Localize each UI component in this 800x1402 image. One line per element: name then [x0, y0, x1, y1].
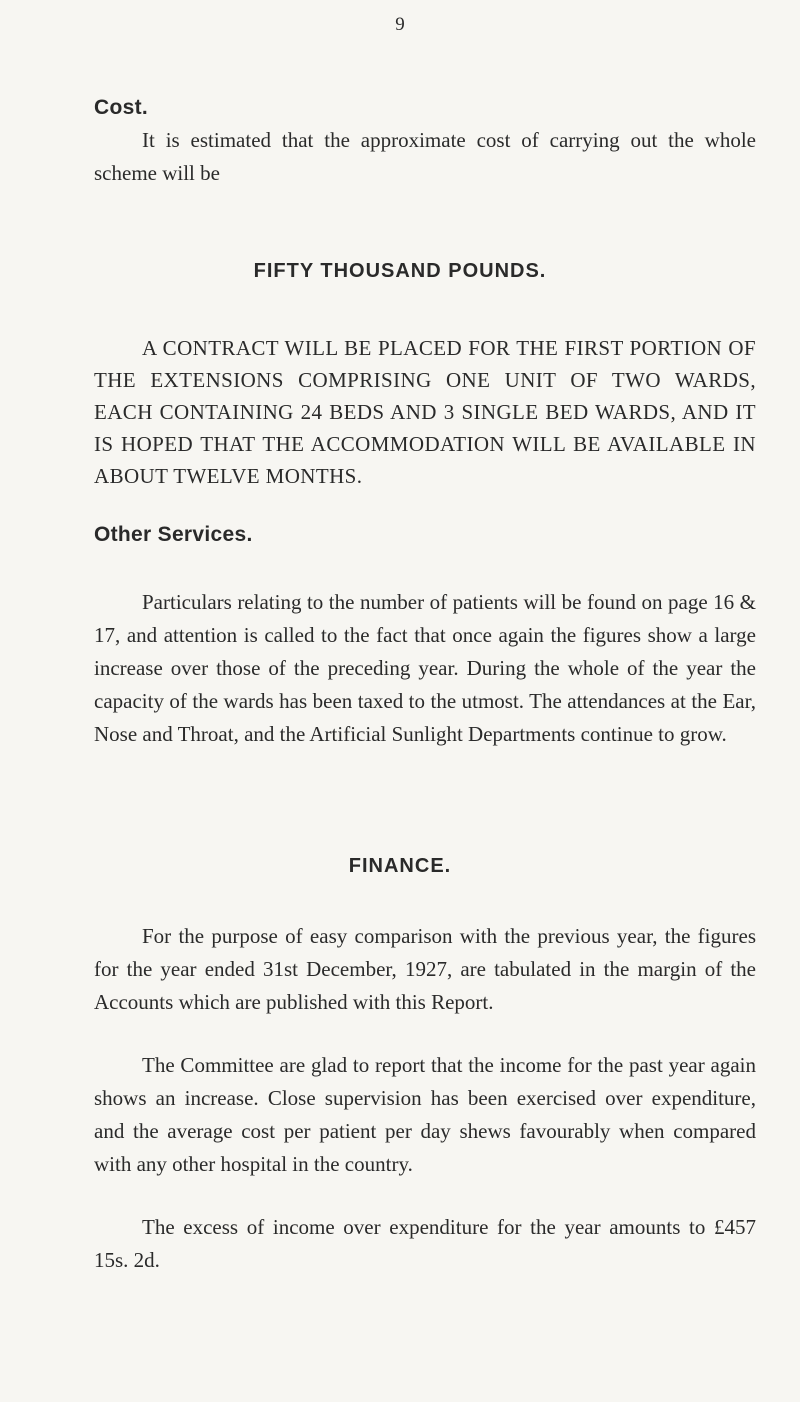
cost-amount-heading: FIFTY THOUSAND POUNDS.	[253, 260, 547, 282]
page-number: 9	[395, 14, 405, 35]
cost-intro-paragraph: It is estimated that the approximate cost of carrying out the whole scheme will be	[94, 128, 756, 185]
finance-paragraph-income: The Committee are glad to report that the income for the past year again shows an increase. Close supervision has been exercised over expenditure, and the average cost per patient per day shews favourably when compared with any other hospital in the country.	[94, 1053, 756, 1176]
contract-paragraph: A CONTRACT WILL BE PLACED FOR THE FIRST PORTION OF THE EXTENSIONS COMPRISING ONE UNIT OF TWO WARDS, EACH CONTAINING 24 BEDS AND 3 SINGLE BED WARDS, AND IT IS HOPED THAT THE ACCOMMODATION WILL BE AVAILABLE IN ABOUT TWELVE MONTHS.	[94, 336, 756, 488]
cost-heading: Cost.	[94, 96, 148, 119]
finance-paragraph-comparison: For the purpose of easy comparison with the previous year, the figures for the year ended 31st December, 1927, are tabulated in the margin of the Accounts which are published with this Report.	[94, 924, 756, 1014]
other-services-paragraph: Particulars relating to the number of patients will be found on page 16 & 17, and attention is called to the fact that once again the figures show a large increase over those of the preceding year. During the whole of the year the capacity of the wards has been taxed to the utmost. The attendances at the Ear, Nose and Throat, and the Artificial Sunlight Departments continue to grow.	[94, 590, 756, 746]
other-services-heading: Other Services.	[94, 523, 253, 546]
finance-paragraph-excess: The excess of income over expenditure for the year amounts to £457 15s. 2d.	[94, 1215, 756, 1272]
finance-heading: FINANCE.	[348, 855, 452, 877]
